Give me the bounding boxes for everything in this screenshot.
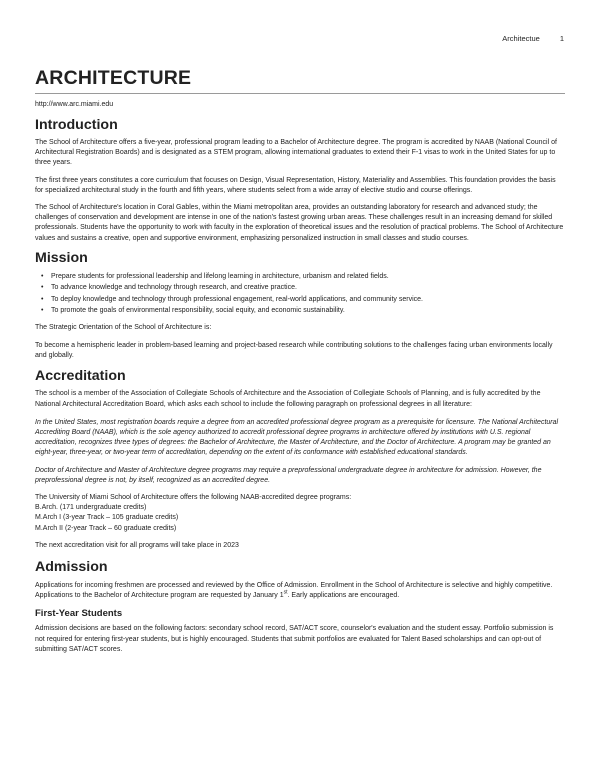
naab-preprofessional-note: Doctor of Architecture and Master of Architecture degree programs may require a preprofessional undergraduate degree in architecture for admission. However, the preprofessional degree is not, by itself, recognized as an accredited degree.	[35, 466, 542, 484]
document-body	[35, 66, 565, 655]
introduction-paragraph: The first three years constitutes a core curriculum that focuses on Design, Visual Representation, History, Materiality and Assemblies. This foundation provides the basis for specialized architectural study in the fourth and fifth years, where students select from a wide array of elective studio and course offerings.	[35, 176, 556, 194]
admission-text-main: Applications for incoming freshmen are processed and reviewed by the Office of Admission. Enrollment in the School of Architecture is selective and highly competitive. Applications to the Bachelor of Architecture program are requested by January 1	[35, 582, 553, 600]
page-title: ARCHITECTURE	[35, 66, 565, 94]
naab-statement: In the United States, most registration boards require a degree from an accredited professional degree program as a prerequisite for licensure. The National Architectural Accrediting Board (NAAB), which is the sole agency authorized to accredit professional degree programs in architecture offered by institutions with U.S. regional accreditation, recognizes three types of degrees: the Bachelor of Architecture, the Master of Architecture, and the Doctor of Architecture. A program may be granted an eight-year, three-year, or two-year term of accreditation, depending on the extent of its conformance with established educational standards.	[35, 418, 559, 457]
school-url-link[interactable]: http://www.arc.miami.edu	[35, 101, 114, 108]
first-year-heading: First-Year Students	[35, 608, 123, 620]
list-item: • To promote the goals of environmental responsibility, social equity, and economic sustainability.	[45, 305, 565, 317]
first-year-text: Admission decisions are based on the following factors: secondary school record, SAT/ACT score, counselor's evaluation and the student essay. Portfolio submission is not required for entering first-year students, but is highly encouraged. Students that submit portfolios are evaluated for Talent Based scholarships and can opt-out of submitting SAT/ACT scores.	[35, 625, 554, 653]
mission-section	[35, 250, 565, 362]
introduction-paragraph: The School of Architecture offers a five-year, professional program leading to a Bachelor of Architecture degree. The program is accredited by NAAB (National Council of Architectural Registration Boards) and is designated as a STEM program, allowing international graduates to extend their F-1 visas to work in the United States for up to three years.	[35, 139, 557, 167]
program-item: M.Arch II (2-year Track – 60 graduate credits)	[35, 524, 177, 532]
admission-text	[35, 581, 565, 601]
ordinal-suffix: st	[283, 589, 288, 596]
mission-list	[35, 271, 565, 317]
program-item: M.Arch I (3-year Track – 105 graduate credits)	[35, 514, 179, 522]
admission-section	[35, 559, 565, 655]
mission-heading: Mission	[35, 249, 88, 266]
accreditation-section	[35, 368, 565, 551]
accreditation-heading: Accreditation	[35, 368, 126, 385]
list-item: • To advance knowledge and technology through research, and creative practice.	[45, 282, 565, 294]
program-item: B.Arch. (171 undergraduate credits)	[35, 504, 147, 512]
list-item: • To deploy knowledge and technology through professional engagement, real-world applications, and community service.	[45, 294, 565, 306]
strategic-orientation-text: To become a hemispheric leader in problem-based learning and project-based research while contributing solutions to the challenges facing urban environments locally and globally.	[35, 342, 553, 360]
programs-intro: The University of Miami School of Architecture offers the following NAAB-accredited degree programs:	[35, 494, 352, 502]
page-number: 1	[559, 34, 564, 43]
introduction-heading: Introduction	[35, 117, 118, 133]
strategic-orientation-label: The Strategic Orientation of the School of Architecture is:	[35, 323, 212, 331]
admission-heading: Admission	[35, 559, 108, 576]
running-header	[502, 34, 564, 43]
next-visit: The next accreditation visit for all programs will take place in 2023	[35, 541, 239, 549]
introduction-paragraph: The School of Architecture's location in Coral Gables, within the Miami metropolitan area, provides an outstanding laboratory for research and advanced study; the challenges of conservation and development are intense in one of the nation's fastest growing urban areas. These challenges result in an increasing demand for skilled professionals. Students have the opportunity to work with faculty in the exploration of theoretical issues and the resolution of practical problems. The School of Architecture values and sustains a creative, open and supportive environment, emphasizing personalized instruction in small classes and studio courses.	[35, 204, 564, 242]
accreditation-intro: The school is a member of the Association of Collegiate Schools of Architecture and the Association of Collegiate Schools of Planning, and is fully accredited by the National Architectural Accreditation Board, which asks each school to include the following paragraph on professional degrees in all literature:	[35, 390, 541, 408]
running-header-section: Architectue	[502, 34, 540, 43]
introduction-section	[35, 117, 565, 244]
list-item: • Prepare students for professional leadership and lifelong learning in architecture, urbanism and related fields.	[45, 271, 565, 283]
admission-text-end: . Early applications are encouraged.	[287, 592, 400, 600]
